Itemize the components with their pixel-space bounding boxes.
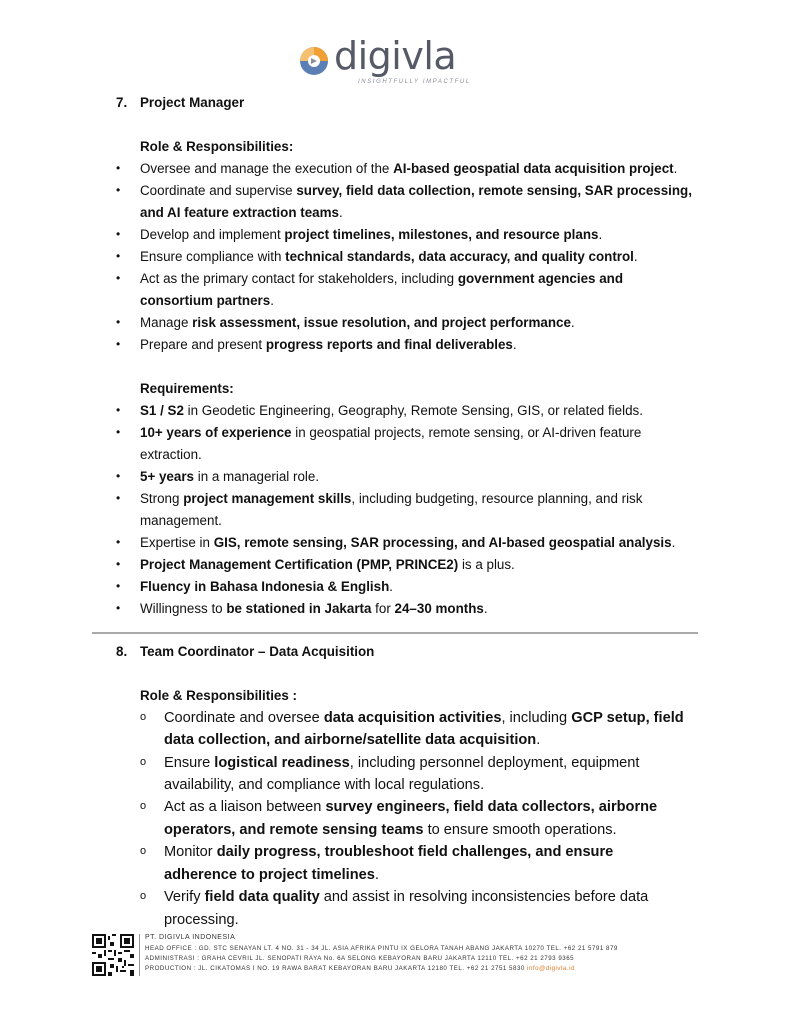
role-item xyxy=(164,888,648,906)
requirement-item xyxy=(140,578,393,596)
item-text: . xyxy=(389,579,394,594)
role-item xyxy=(140,226,602,244)
item-bold-text: adherence to project timelines xyxy=(164,867,375,883)
item-text: . xyxy=(671,535,676,550)
item-bold-text: project timelines, milestones, and resource plans xyxy=(284,227,599,242)
item-text: to ensure smooth operations. xyxy=(423,822,617,838)
item-bold-text: S1 / S2 xyxy=(140,403,184,418)
role-item xyxy=(140,182,692,200)
section-7-requirements-heading: Requirements: xyxy=(140,381,234,396)
item-text: Oversee and manage the execution of the xyxy=(140,161,394,176)
role-item xyxy=(164,731,540,749)
item-text: Manage xyxy=(140,315,193,330)
item-bold-text: daily progress, troubleshoot field challenges, and ensure xyxy=(216,844,614,860)
bullet-icon: • xyxy=(116,161,121,175)
item-text: , including budgeting, resource planning, and risk xyxy=(351,491,643,506)
item-text: management. xyxy=(140,513,222,528)
role-item xyxy=(164,754,639,772)
requirement-item xyxy=(140,600,488,618)
item-text: Prepare and present xyxy=(140,337,266,352)
bullet-icon: • xyxy=(116,491,121,505)
item-bold-text: field data quality xyxy=(204,889,320,905)
bullet-icon: • xyxy=(116,579,121,593)
requirement-item xyxy=(140,512,222,530)
item-text: extraction. xyxy=(140,447,202,462)
bullet-icon: • xyxy=(116,469,121,483)
item-text: . xyxy=(270,293,274,308)
item-bold-text: data collection, and airborne/satellite data acquisition xyxy=(164,732,537,748)
item-text: Expertise in xyxy=(140,535,214,550)
digivla-logo xyxy=(298,34,498,90)
item-bold-text: Fluency in Bahasa Indonesia & English xyxy=(140,579,390,594)
item-bold-text: be stationed in Jakarta xyxy=(226,601,372,616)
item-text: . xyxy=(570,315,575,330)
item-bold-text: GCP setup, field xyxy=(571,710,684,726)
item-bold-text: 24–30 months xyxy=(394,601,484,616)
item-bold-text: GIS, remote sensing, SAR processing, and AI-based geospatial analysis xyxy=(213,535,672,550)
item-text: . xyxy=(673,161,678,176)
bullet-icon: • xyxy=(116,601,121,615)
item-bold-text: progress reports and final deliverables xyxy=(265,337,513,352)
logo-wordmark: digivla xyxy=(334,34,457,78)
item-text: is a plus. xyxy=(458,557,515,572)
item-bold-text: survey, field data collection, remote sensing, SAR processing, xyxy=(296,183,692,198)
role-item xyxy=(164,709,684,727)
role-item xyxy=(140,292,274,310)
footer-company: PT. DIGIVLA INDONESIA xyxy=(145,934,236,941)
section-8-number: 8. xyxy=(116,644,128,659)
bullet-icon: • xyxy=(116,315,121,329)
logo-tagline: INSIGHTFULLY IMPACTFUL xyxy=(358,79,471,85)
section-8-roles-heading: Role & Responsibilities : xyxy=(140,688,297,703)
item-text: in a managerial role. xyxy=(194,469,320,484)
item-text: Monitor xyxy=(164,844,217,860)
circle-bullet-icon: o xyxy=(140,890,147,902)
digivla-logo-mark-icon xyxy=(298,45,330,77)
item-bold-text: logistical readiness xyxy=(214,755,350,771)
item-text: . xyxy=(536,732,541,748)
bullet-icon: • xyxy=(116,227,121,241)
item-text: . xyxy=(483,601,488,616)
footer-divider xyxy=(139,934,140,976)
item-bold-text: consortium partners xyxy=(140,293,271,308)
item-text: Willingness to xyxy=(140,601,227,616)
footer-head-office: HEAD OFFICE : GD. STC SENAYAN LT. 4 NO. 31 - 34 JL. ASIA AFRIKA PINTU IX GELORA TANAH ABANG JAKARTA 10270 TEL. +62 21 5791 879 xyxy=(145,945,618,952)
bullet-icon: • xyxy=(116,249,121,263)
item-bold-text: data acquisition activities xyxy=(323,710,502,726)
bullet-icon: • xyxy=(116,337,121,351)
item-text: in Geodetic Engineering, Geography, Remote Sensing, GIS, or related fields. xyxy=(183,403,643,418)
footer-production-text: PRODUCTION : JL. CIKATOMAS I NO. 19 RAWA BARAT KEBAYORAN BARU JAKARTA 12180 TEL. +62 21 2751 5830 xyxy=(145,965,528,972)
item-text: availability, and compliance with local regulations. xyxy=(164,777,485,793)
item-bold-text: survey engineers, field data collectors, airborne xyxy=(325,799,658,815)
bullet-icon: • xyxy=(116,557,121,571)
footer-administrasi: ADMINISTRASI : GRAHA CEVRIL JL. SENOPATI RAYA No. 6A SELONG KEBAYORAN BARU JAKARTA 12110 TEL. +62 21 2793 9365 xyxy=(145,955,575,962)
item-text: Coordinate and supervise xyxy=(140,183,297,198)
bullet-icon: • xyxy=(116,183,121,197)
item-text: . xyxy=(633,249,638,264)
item-bold-text: government agencies and xyxy=(457,271,624,286)
item-text: Strong xyxy=(140,491,184,506)
section-8-title: Team Coordinator – Data Acquisition xyxy=(140,644,375,659)
item-text: Verify xyxy=(164,889,205,905)
role-item xyxy=(140,248,638,266)
item-text: in geospatial projects, remote sensing, or AI-driven feature xyxy=(291,425,642,440)
circle-bullet-icon: o xyxy=(140,845,147,857)
role-item xyxy=(164,821,617,839)
circle-bullet-icon: o xyxy=(140,711,147,723)
role-item xyxy=(164,843,613,861)
circle-bullet-icon: o xyxy=(140,756,147,768)
item-text: . xyxy=(512,337,517,352)
item-bold-text: operators, and remote sensing teams xyxy=(164,822,424,838)
item-text: , including xyxy=(501,710,572,726)
item-text: Coordinate and oversee xyxy=(164,710,324,726)
bullet-icon: • xyxy=(116,403,121,417)
role-item xyxy=(140,336,517,354)
role-item xyxy=(140,160,677,178)
role-item xyxy=(140,204,343,222)
qr-code-icon xyxy=(92,934,134,976)
item-bold-text: 5+ years xyxy=(140,469,194,484)
section-7-title: Project Manager xyxy=(140,95,245,110)
item-text: for xyxy=(371,601,395,616)
section-7-roles-heading: Role & Responsibilities: xyxy=(140,139,294,154)
requirement-item xyxy=(140,468,319,486)
item-bold-text: 10+ years of experience xyxy=(140,425,292,440)
role-item xyxy=(164,911,239,929)
role-item xyxy=(164,776,484,794)
item-bold-text: risk assessment, issue resolution, and project performance xyxy=(192,315,571,330)
item-text: Ensure compliance with xyxy=(140,249,286,264)
item-text: , including personnel deployment, equipment xyxy=(349,755,640,771)
circle-bullet-icon: o xyxy=(140,800,147,812)
item-bold-text: AI-based geospatial data acquisition project xyxy=(393,161,674,176)
requirement-item xyxy=(140,556,515,574)
item-bold-text: Project Management Certification (PMP, PRINCE2) xyxy=(140,557,459,572)
bullet-icon: • xyxy=(116,535,121,549)
requirement-item xyxy=(140,534,675,552)
item-text: processing. xyxy=(164,912,239,928)
item-text: . xyxy=(338,205,343,220)
letterhead-footer xyxy=(92,934,702,982)
item-text: Develop and implement xyxy=(140,227,285,242)
item-bold-text: project management skills xyxy=(183,491,352,506)
role-item xyxy=(140,314,575,332)
section-divider xyxy=(92,632,698,634)
role-item xyxy=(164,866,379,884)
role-item xyxy=(164,798,657,816)
item-bold-text: and AI feature extraction teams xyxy=(140,205,339,220)
item-text: Ensure xyxy=(164,755,215,771)
requirement-item xyxy=(140,490,642,508)
bullet-icon: • xyxy=(116,425,121,439)
item-text: Act as a liaison between xyxy=(164,799,326,815)
requirement-item xyxy=(140,424,641,442)
item-bold-text: technical standards, data accuracy, and quality control xyxy=(285,249,634,264)
role-item xyxy=(140,270,623,288)
item-text: . xyxy=(598,227,603,242)
item-text: Act as the primary contact for stakeholders, including xyxy=(140,271,458,286)
footer-production xyxy=(145,965,575,972)
requirement-item xyxy=(140,446,202,464)
item-text: . xyxy=(374,867,379,883)
footer-email-link[interactable]: info@digivla.id xyxy=(527,965,575,972)
section-7-number: 7. xyxy=(116,95,128,110)
requirement-item xyxy=(140,402,643,420)
item-text: and assist in resolving inconsistencies before data xyxy=(319,889,649,905)
bullet-icon: • xyxy=(116,271,121,285)
